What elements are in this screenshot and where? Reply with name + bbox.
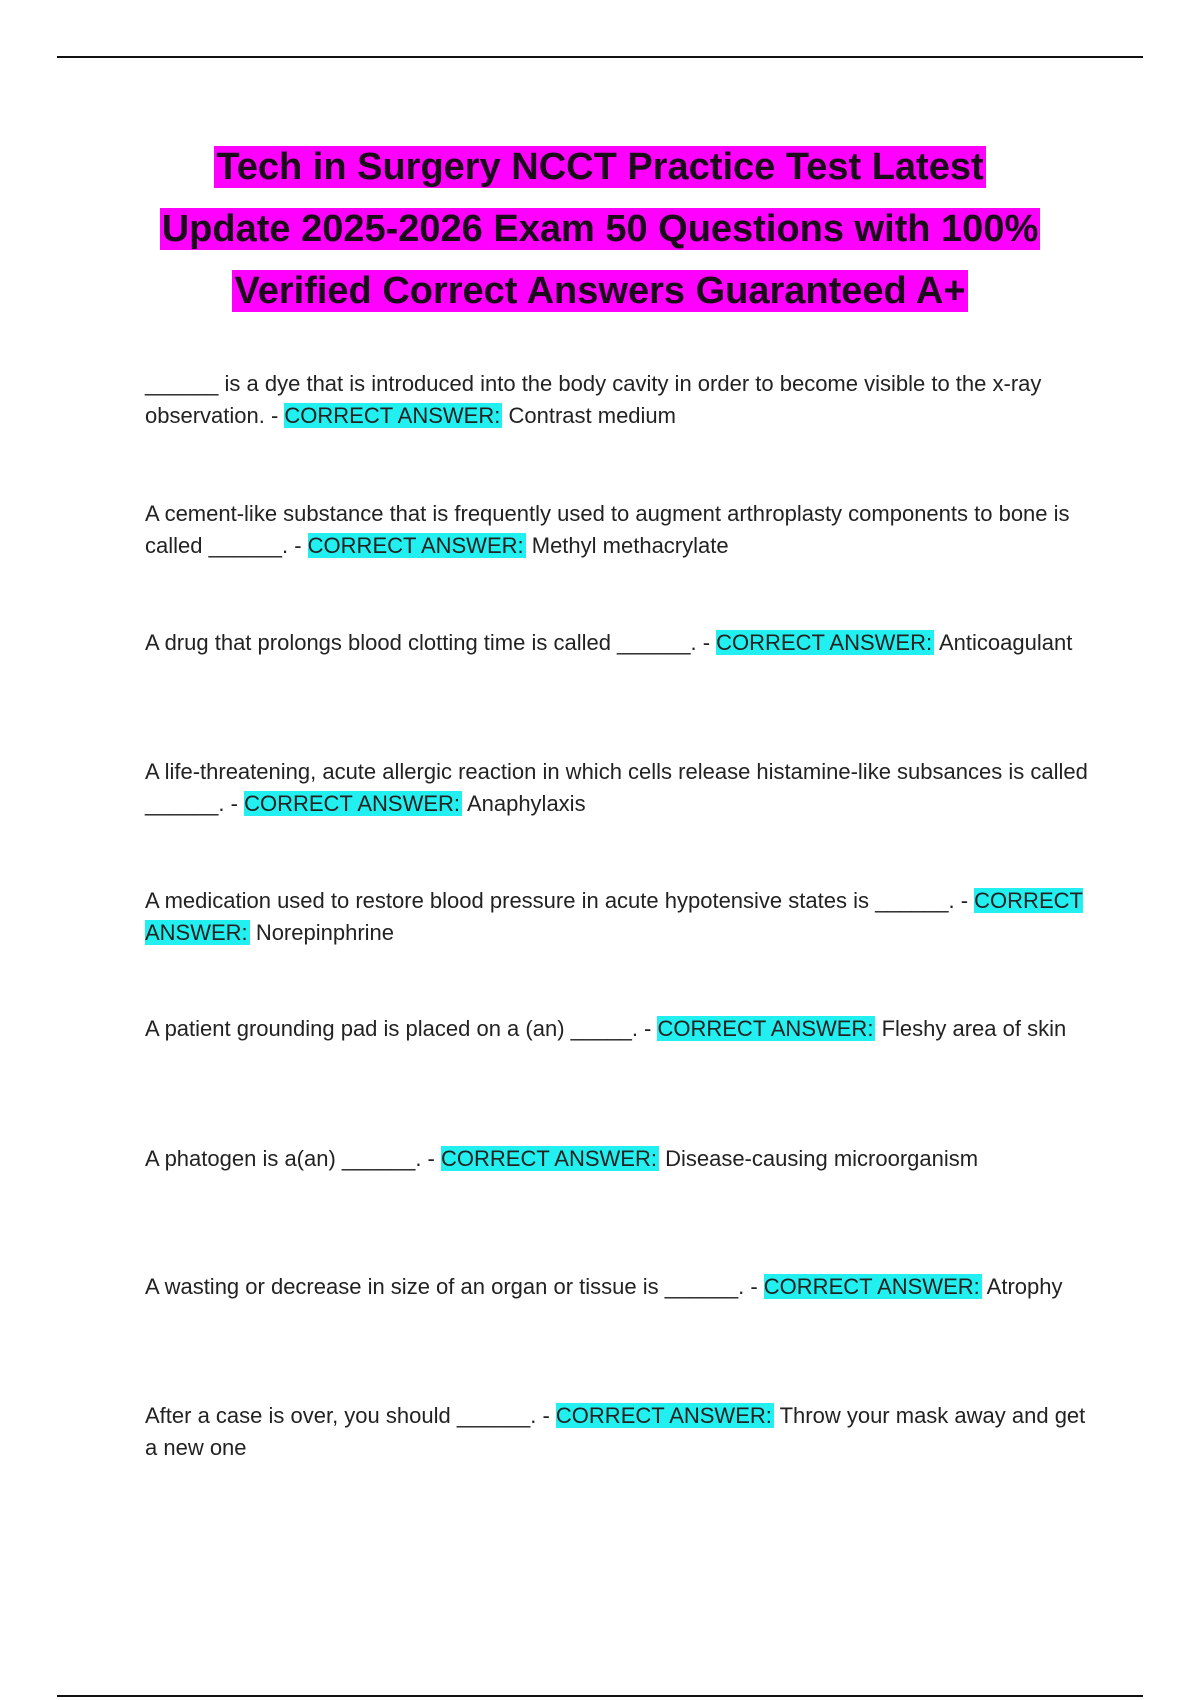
- title-line-2: Update 2025-2026 Exam 50 Questions with 100%: [161, 208, 1039, 250]
- answer-text: Anaphylaxis: [466, 791, 586, 816]
- question-item: [145, 368, 1095, 432]
- question-item: [145, 756, 1095, 820]
- title-line-1: Tech in Surgery NCCT Practice Test Latest: [216, 146, 984, 188]
- document-title: [100, 140, 1100, 326]
- answer-label: CORRECT ANSWER:: [657, 1016, 874, 1041]
- answer-label: CORRECT ANSWER:: [763, 1274, 980, 1299]
- question-text: A phatogen is a(an) ______. -: [145, 1146, 441, 1171]
- question-text: A patient grounding pad is placed on a (an) _____. -: [145, 1016, 658, 1041]
- bottom-rule: [57, 1695, 1143, 1697]
- answer-text: Atrophy: [986, 1274, 1063, 1299]
- answer-text: Methyl methacrylate: [531, 533, 729, 558]
- title-line-3: Verified Correct Answers Guaranteed A+: [234, 270, 966, 312]
- question-item: [145, 1400, 1095, 1464]
- answer-text: Disease-causing microorganism: [665, 1146, 979, 1171]
- answer-label: CORRECT ANSWER:: [284, 403, 501, 428]
- question-text: A cement-like substance that is frequently used to augment arthroplasty components to bone is called ______. -: [145, 501, 1070, 558]
- question-item: [145, 498, 1095, 562]
- answer-label: CORRECT ANSWER:: [555, 1403, 772, 1428]
- question-text: A life-threatening, acute allergic reaction in which cells release histamine-like subsances is called ______. -: [145, 759, 1088, 816]
- answer-label: CORRECT ANSWER:: [716, 630, 933, 655]
- answer-text: Throw your mask away and get a new one: [145, 1403, 1086, 1460]
- answer-text: Fleshy area of skin: [881, 1016, 1067, 1041]
- answer-text: Contrast medium: [508, 403, 676, 428]
- question-text: After a case is over, you should ______. -: [145, 1403, 556, 1428]
- question-item: [145, 1271, 1095, 1303]
- answer-label: CORRECT ANSWER:: [145, 888, 1083, 945]
- answer-label: CORRECT ANSWER:: [244, 791, 461, 816]
- question-text: A drug that prolongs blood clotting time is called ______. -: [145, 630, 717, 655]
- question-item: [145, 1013, 1095, 1045]
- question-text: A medication used to restore blood pressure in acute hypotensive states is ______. -: [145, 888, 975, 913]
- top-rule: [57, 56, 1143, 58]
- question-item: [145, 885, 1095, 949]
- answer-text: Norepinphrine: [255, 920, 395, 945]
- answer-label: CORRECT ANSWER:: [307, 533, 524, 558]
- answer-label: CORRECT ANSWER:: [441, 1146, 657, 1171]
- question-text: ______ is a dye that is introduced into the body cavity in order to become visible to the x-ray observation. -: [145, 371, 1042, 428]
- question-item: [145, 1143, 1095, 1175]
- question-item: [145, 627, 1095, 659]
- answer-text: Anticoagulant: [939, 630, 1073, 655]
- question-text: A wasting or decrease in size of an organ or tissue is ______. -: [145, 1274, 764, 1299]
